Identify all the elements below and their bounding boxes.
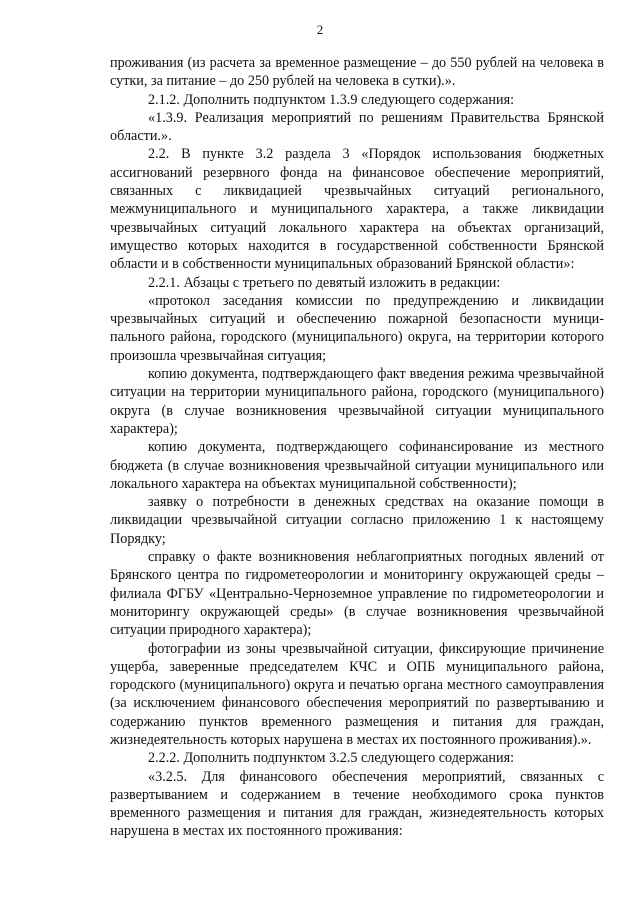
paragraph-2-2-1: 2.2.1. Абзацы с третьего по девятый изложить в редакции: <box>148 274 501 291</box>
paragraph-funding-request: заявку о потребности в денежных средствах на оказание помощи в ликвидации чрезвычайной ситуации согласно приложению 1 к настоящему Порядку; <box>110 494 604 547</box>
paragraph-cofinancing-copy: копию документа, подтверждающего софинансирование из местного бюджета (в случае возникновения чрезвычайной ситуации муниципального или локального характера на объектах муниципальной собственности); <box>110 439 604 492</box>
paragraph-photographs: фотографии из зоны чрезвычайной ситуации, фиксирующие причинение ущерба, заверенные председателем КЧС и ОПБ муниципального района, городского (муниципального) округа и печатью органа местного самоуправления (за исключением финансового обеспечения мероприятий по развертыванию и содержанию пунктов временного размещения и питания для граждан, жизнедеятельность которых нарушена в местах их постоянного проживания).». <box>110 640 604 748</box>
paragraph-2-2: 2.2. В пункте 3.2 раздела 3 «Порядок использования бюджетных ассигнований резервного фонда на финансовое обеспечение мероприятий, связанных с ликвидацией чрезвычайных ситуаций регионального, межмуниципального и муниципального характера, а также ликвидации чрезвычайных ситуаций локального характера на объектах организаций, имущество которых находится в государственной собственности Брянской области и в собственности муниципальных образований Брянской области»: <box>110 146 604 273</box>
paragraph-protocol: «протокол заседания комиссии по предупреждению и ликвидации чрезвычайных ситуаций и обеспечению пожарной безопасности муниципального района, городского (муниципального) округа, на территории которого произошла чрезвычайная ситуация; <box>110 292 604 364</box>
paragraph-2-2-2: 2.2.2. Дополнить подпунктом 3.2.5 следующего содержания: <box>148 750 515 767</box>
document-body <box>110 54 604 841</box>
paragraph-2-1-2: 2.1.2. Дополнить подпунктом 1.3.9 следующего содержания: <box>148 91 515 108</box>
paragraph-3-2-5: «3.2.5. Для финансового обеспечения мероприятий, связанных с развертыванием и содержанием в течение необходимого срока пунктов временного размещения и питания для граждан, жизнедеятельность которых нарушена в местах их постоянного проживания: <box>110 768 604 840</box>
paragraph-1-3-9: «1.3.9. Реализация мероприятий по решениям Правительства Брянской области.». <box>110 109 604 145</box>
paragraph-weather-certificate: справку о факте возникновения неблагоприятных погодных явлений от Брянского центра по гидрометеорологии и мониторингу окружающей среды – филиала ФГБУ «Центрально-Черноземное управление по гидрометеорологии и мониторингу окружающей среды» (в случае возникновения чрезвычайной ситуации природного характера); <box>110 549 604 639</box>
paragraph-emergency-regime-copy: копию документа, подтверждающего факт введения режима чрезвычайной ситуации на территории муниципального района, городского (муниципального) округа (в случае возникновения чрезвычайной ситуации муниципального характера); <box>110 366 604 437</box>
page-number: 2 <box>316 22 324 37</box>
paragraph-continuation: проживания (из расчета за временное размещение – до 550 рублей на человека в сутки, за питание – до 250 рублей на человека в сутки).». <box>110 55 604 90</box>
